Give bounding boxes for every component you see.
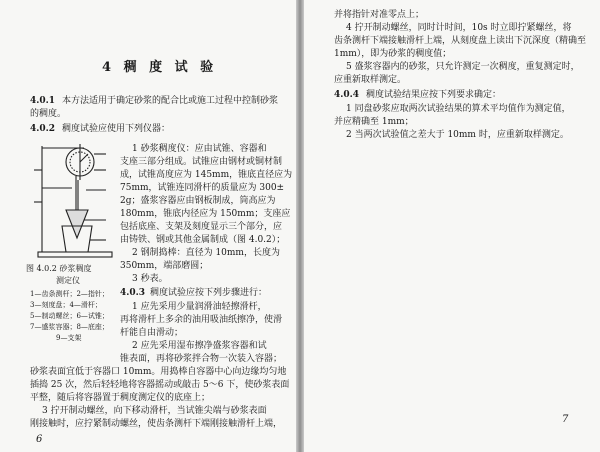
figure-legend-line: 1—齿条测杆；2—指针； <box>30 290 109 298</box>
page-number: 7 <box>562 414 569 425</box>
instrument-item-line: 75mm，试锥连同滑杆的质量应为 300± <box>120 183 285 193</box>
step-line: 插捣 25 次，然后轻轻地将容器摇动或敲击 5～6 下，使砂浆表面 <box>30 380 290 390</box>
section-4-0-1-number: 4.0.1 <box>30 96 56 106</box>
consistency-meter-figure <box>34 140 116 260</box>
right-page <box>304 0 600 452</box>
section-4-0-4-number: 4.0.4 <box>334 90 360 100</box>
result-line: 2 当两次试验值之差大于 10mm 时，应重新取样测定。 <box>346 130 569 140</box>
result-line: 并应精确至 1mm； <box>334 117 414 127</box>
instrument-item-line: 由铸铁、钢或其他金属制成（图 4.0.2）； <box>120 235 286 245</box>
continued-line: 应重新取样测定。 <box>334 75 407 85</box>
instrument-item-line: 350mm，端部磨圆； <box>120 261 209 271</box>
instrument-item-line: 支座三部分组成。试锥应由钢材或铜材制 <box>120 157 283 167</box>
section-4-0-2-heading: 稠度试验应使用下列仪器： <box>62 124 171 134</box>
continued-line: 齿条测杆下端接触滑杆上端，从刻度盘上读出下沉深度（精确至 <box>334 36 587 46</box>
section-4-0-3-heading: 稠度试验应按下列步骤进行： <box>150 288 268 298</box>
section-4-0-1-line: 的稠度。 <box>30 109 67 119</box>
page-number: 6 <box>36 434 43 445</box>
step-line: 砂浆表面宜低于容器口 10mm。用捣棒自容器中心向边缘均匀地 <box>30 367 287 377</box>
section-4-0-4-heading: 稠度试验结果应按下列要求确定： <box>366 90 502 100</box>
step-line: 1 应先采用少量润滑油轻擦滑杆， <box>132 302 267 312</box>
step-line: 杆能自由滑动； <box>120 328 184 338</box>
section-4-0-1-line: 本方法适用于确定砂浆的配合比或施工过程中控制砂浆 <box>62 96 279 106</box>
instrument-item-line: 包括底座、支架及刻度显示三个部分，应 <box>120 222 283 232</box>
section-4-0-3-number: 4.0.3 <box>120 288 146 298</box>
chapter-title: 4 稠 度 试 验 <box>102 60 218 75</box>
instrument-item-line: 2 钢制捣棒：直径为 10mm，长度为 <box>132 248 280 258</box>
instrument-item-line: 180mm，锥底内径应为 150mm；支座应 <box>120 209 291 219</box>
instrument-item-line: 1 砂浆稠度仪：应由试锥、容器和 <box>132 144 267 154</box>
continued-line: 5 盛浆容器内的砂浆，只允许测定一次稠度，重复测定时， <box>346 62 580 72</box>
figure-legend-line: 3—刻度盘；4—滑杆； <box>30 301 102 309</box>
figure-legend-line: 5—制动螺丝；6—试锥； <box>30 312 109 320</box>
instrument-item-line: 成，试锥高度应为 145mm，锥底直径应为 <box>120 170 293 180</box>
book-gutter <box>296 0 304 452</box>
continued-line: 1mm），即为砂浆的稠度值； <box>334 49 452 59</box>
figure-legend-line: 7—盛浆容器；8—底座； <box>30 323 109 331</box>
figure-legend-line: 9—支架 <box>56 334 82 342</box>
continued-line: 4 拧开制动螺丝，同时计时间，10s 时立即拧紧螺丝，将 <box>346 23 572 33</box>
left-page <box>0 0 296 452</box>
result-line: 1 同盘砂浆应取两次试验结果的算术平均值作为测定值， <box>346 104 571 114</box>
instrument-item-line: 3 秒表。 <box>132 274 168 284</box>
continued-line: 并将指针对准零点上； <box>334 10 425 20</box>
section-4-0-2-number: 4.0.2 <box>30 124 56 134</box>
step-line: 2 应先采用湿布擦净盛浆容器和试 <box>132 341 267 351</box>
figure-caption: 图 4.0.2 砂浆稠度 <box>26 264 92 273</box>
instrument-item-line: 2g；盛浆容器应由钢板制成，筒高应为 <box>120 196 276 206</box>
step-line: 再将滑杆上多余的油用吸油纸擦净，使滑 <box>120 315 283 325</box>
step-line: 平整，随后将容器置于稠度测定仪的底座上； <box>30 393 211 403</box>
step-line: 刚接触时，应拧紧制动螺丝，使齿条测杆下端刚接触滑杆上端， <box>30 419 283 429</box>
step-line: 锥表面，再将砂浆拌合物一次装入容器； <box>120 354 283 364</box>
figure-caption: 测定仪 <box>56 276 80 285</box>
step-line: 3 拧开制动螺丝，向下移动滑杆，当试锥尖端与砂浆表面 <box>42 406 267 416</box>
